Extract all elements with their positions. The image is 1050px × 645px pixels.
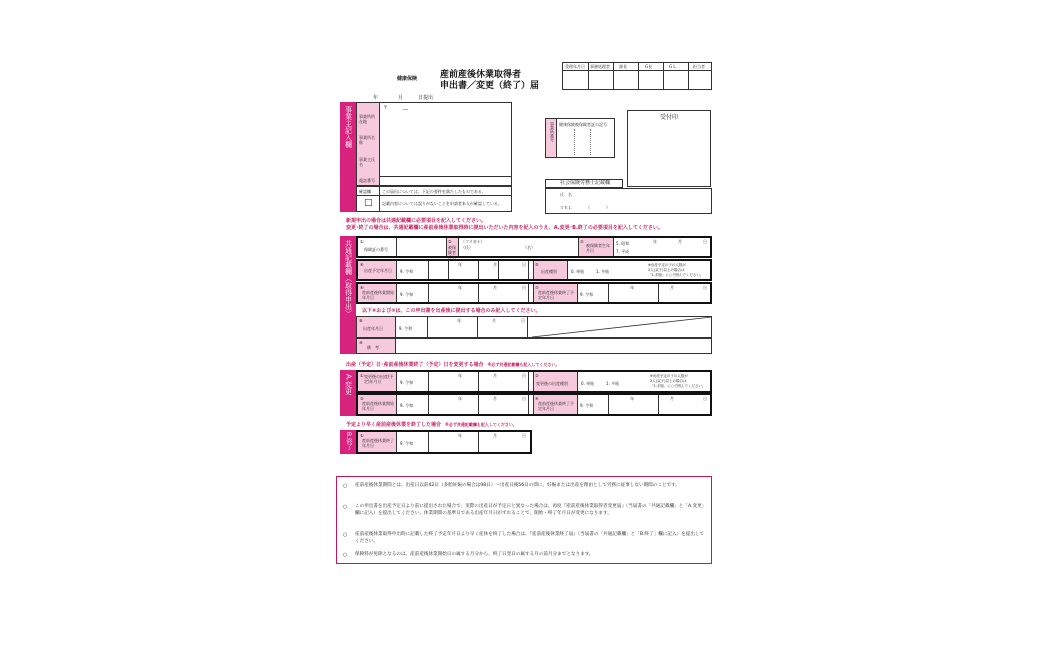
a-opt-single[interactable]: 0. 単胎	[581, 381, 595, 386]
a-new-due-era: 9. 令和	[400, 380, 414, 385]
sharoushi-name-label: 氏 名	[560, 192, 572, 197]
num-8: ⑧	[359, 318, 363, 323]
b-end-era: 9. 令和	[400, 441, 414, 446]
remarks-field[interactable]	[397, 340, 709, 352]
sec-a-row-2	[356, 393, 712, 416]
b1-d: 日	[522, 433, 526, 438]
a2-y: 年	[458, 396, 462, 401]
opt-multi[interactable]: 1. 多胎	[596, 269, 610, 274]
b-end-field[interactable]	[430, 435, 528, 450]
due-date-field[interactable]	[430, 264, 526, 277]
multi-note-3: 「1.多胎」に○で囲んでください。	[648, 273, 704, 277]
birth-d: 日	[703, 239, 707, 244]
sec-b-heading: 予定より早く産前産後休業を終了した場合 ※必ず共通記載欄も記入してください。	[346, 422, 517, 428]
kakunin-text-2: 記載内容については誤りがないことを申請者本人が確認している。	[382, 201, 502, 206]
bottom-note-2: この申出書を出産予定日より前に提出された場合で、実際の出産日が予定日と異なった場合は、再度『産前産後休業取得者変更届』（当届書の「共通記載欄」と「A.変更」欄に記入）を提出してください。休業期間の基準日である出産年月日がずれることで、開始・終了年月日が変更になります。	[355, 504, 704, 516]
note-line-2: 変更･終了の場合は、共通記載欄に産前産後休業取得時に提出いただいた内容を記入のうえ、A.変更･B.終了の必要項目を記入してください。	[346, 225, 663, 231]
kakunin-checkbox[interactable]: □	[364, 198, 373, 208]
a2-m: 月	[493, 396, 497, 401]
stamp-table	[562, 62, 712, 90]
common-row-2	[356, 259, 712, 281]
postal-mark: 〒	[383, 105, 389, 111]
le-y: 年	[630, 285, 634, 290]
leave-end-label: 産前産後休業終了予定年月日	[538, 290, 574, 300]
leave-end-field[interactable]	[610, 287, 706, 300]
a-new-due-field[interactable]	[430, 375, 526, 389]
employer-info-box	[356, 102, 512, 186]
num-4: ④	[360, 262, 364, 267]
bottom-notes-box	[336, 476, 712, 564]
sec-b-label: B.終了	[340, 430, 356, 454]
common-section-label: 共通記載欄（取得申出）	[340, 236, 356, 354]
bullet-2: ○	[343, 504, 348, 510]
a2-d: 日	[522, 396, 526, 401]
post-birth-note: 以下⑧および⑨は、この申出書を出産後に提出する場合のみ記入してください。	[362, 308, 541, 314]
form-title-line2: 申出書／変更（終了）届	[440, 81, 540, 91]
common-row-4	[356, 316, 712, 338]
kakunin-text-1: この届出については、下記の要件を満たしたものである。	[382, 189, 486, 194]
a2e-m: 月	[670, 396, 674, 401]
a-start-field[interactable]	[430, 398, 526, 412]
sec-a-row-1	[356, 370, 712, 393]
multi-note-2: 2人(双子)以上の場合は	[648, 268, 685, 272]
due-y: 年	[458, 262, 462, 267]
employer-section-label: 事業主記入欄	[340, 102, 356, 212]
ls-m: 月	[493, 285, 497, 290]
sec-a-label: A.変更	[340, 370, 356, 416]
date-day-label: 日提出	[418, 95, 434, 101]
stamp-col-4: G長	[645, 64, 653, 69]
mei-label: （名）	[523, 245, 535, 250]
leave-start-label: 産前産後休業開始年月日	[362, 290, 394, 300]
sharoushi-label-box	[545, 179, 623, 188]
sec-a-heading: 出産（予定）日･産前産後休業終了（予定）日を変更する場合 ※必ず共通記載欄も記入してください。	[346, 362, 560, 368]
bottom-note-1: 産前産後休業期間とは、出産日以前42日（多胎妊娠の場合は98日）～出産日後56日の間に、妊娠または出産を理由として労務に従事しない期間のことです。	[355, 483, 680, 488]
receipt-stamp-box	[627, 110, 711, 187]
b1-y: 年	[458, 433, 462, 438]
common-row-3	[356, 282, 712, 304]
leave-start-field[interactable]	[430, 287, 526, 300]
kenpo-label: 健康保険	[397, 76, 418, 82]
mei-field[interactable]	[532, 245, 576, 255]
name-label: 被保険者氏名	[448, 245, 456, 260]
kigou-label: 健康保険被保険者証の記号	[559, 122, 607, 127]
a-num-4: ④	[535, 396, 539, 401]
ls-y: 年	[458, 285, 462, 290]
a-num-1: ①	[360, 373, 364, 378]
bottom-note-4: 保険料が免除となるのは、産前産後休業開始日の属する月分から、終了日翌日の属する月の前月分までとなります。	[355, 552, 594, 557]
a1-m: 月	[493, 373, 497, 378]
a-opt-multi[interactable]: 1. 多胎	[606, 381, 620, 386]
diagonal-strike	[532, 317, 712, 337]
a-note-3: 「1.多胎」に○で囲んでください。	[650, 384, 706, 388]
kakunin-label: 確認欄	[359, 189, 371, 194]
sec-b-row-1	[356, 430, 532, 454]
sharoushi-tel-paren: （ ）	[586, 205, 610, 210]
hokensho-label: 保険証の番号	[364, 247, 388, 252]
a-num-3: ③	[360, 396, 364, 401]
a1-d: 日	[522, 373, 526, 378]
sei-label: （氏）	[461, 245, 473, 250]
common-row-1	[356, 236, 712, 258]
stamp-col-2: 事務処理者	[590, 64, 610, 69]
bd-d: 日	[521, 318, 525, 323]
a-end-era: 9. 令和	[580, 403, 594, 408]
bullet-1: ○	[343, 483, 348, 489]
num-5: ⑤	[535, 262, 539, 267]
form-title-line1: 産前産後休業取得者	[440, 70, 522, 80]
label-address: 事業所所在地	[359, 114, 375, 124]
num-1: ①	[360, 239, 364, 244]
sharoushi-box	[545, 188, 712, 214]
a1-y: 年	[458, 373, 462, 378]
office-number-label: 事業所番号	[550, 122, 555, 142]
num-7: ⑦	[535, 285, 539, 290]
ls-d: 日	[522, 285, 526, 290]
due-date-label: 出産予定年月日	[364, 268, 392, 273]
multi-note-1: ※出産予定の子の人数が	[648, 263, 686, 267]
note-line-1: 新規申出の場合は共通記載欄に必要項目を記入してください。	[346, 218, 487, 224]
birth-date-era: 9. 令和	[399, 326, 413, 331]
stamp-col-6: 担当者	[693, 64, 705, 69]
leave-end-era: 9. 令和	[580, 292, 594, 297]
a2e-d: 日	[703, 396, 707, 401]
kakunin-box	[356, 186, 512, 212]
common-row-5	[356, 338, 712, 354]
a-num-2: ②	[535, 373, 539, 378]
bullet-3: ○	[343, 532, 348, 538]
label-phone: 電話番号	[359, 178, 375, 183]
birth-date-field[interactable]	[640, 241, 706, 254]
bd-m: 月	[492, 318, 496, 323]
a-note-1: ※出産予定の子の人数が	[650, 374, 688, 378]
a-end-field[interactable]	[610, 398, 706, 412]
b-end-label: 産前産後休業終了年月日	[362, 438, 394, 448]
actual-birth-field[interactable]	[429, 320, 525, 335]
le-d: 日	[703, 285, 707, 290]
bullet-4: ○	[343, 552, 348, 558]
postal-dash: ―	[403, 107, 408, 113]
sharoushi-tel-label: ＴＥＬ	[560, 205, 572, 210]
a-note-2: 2人(双子)以上の場合は	[650, 379, 687, 383]
era-showa: 5. 昭和	[616, 241, 630, 246]
le-m: 月	[670, 285, 674, 290]
stamp-col-1: 受理年月日	[565, 64, 585, 69]
era-heisei: 7. 平成	[616, 249, 630, 254]
date-year-label: 年	[373, 95, 379, 101]
label-owner-name: 事業主氏名	[359, 157, 375, 167]
bottom-note-3: 産前産後休業取得申出時に記載した終了予定年月日より早く産休を終了した場合は、『産前産後休業終了届』（当届書の「共通記載欄」と「B.終了」欄に記入）を提出してください。	[355, 532, 705, 544]
phone-field[interactable]	[383, 177, 507, 185]
num-3: ③	[580, 239, 584, 244]
hokensho-field[interactable]	[398, 239, 444, 255]
receipt-label: 受付印	[660, 114, 679, 121]
a-new-due-label: 変更後の出産(予定)年月日	[364, 374, 394, 384]
a-start-era: 9. 令和	[400, 403, 414, 408]
date-month-label: 月	[398, 95, 404, 101]
sei-field[interactable]	[470, 245, 520, 255]
remarks-label: 備 考	[367, 345, 379, 350]
num-6: ⑥	[360, 285, 364, 290]
owner-name-field[interactable]	[383, 155, 507, 175]
furigana-label: （フリガナ）	[461, 239, 485, 244]
bd-y: 年	[457, 318, 461, 323]
b-num-1: ①	[360, 433, 364, 438]
office-name-field[interactable]	[383, 133, 507, 153]
birth-label: 被保険者生年月日	[586, 243, 610, 253]
num-9: ⑨	[359, 340, 363, 345]
due-date-era: 9. 令和	[400, 269, 414, 274]
a-end-label: 産前産後休業終了予定年月日	[538, 401, 574, 411]
birth-date-label: 出産年月日	[363, 326, 383, 331]
label-office-name: 事業所名称	[359, 135, 375, 145]
opt-single[interactable]: 0. 単胎	[571, 269, 585, 274]
a-start-label: 産前産後休業開始年月日	[362, 401, 394, 411]
leave-start-era: 9. 令和	[400, 292, 414, 297]
num-2: ②	[448, 239, 452, 244]
due-m: 月	[493, 262, 497, 267]
stamp-col-5: G L	[669, 64, 676, 69]
birth-m: 月	[678, 239, 682, 244]
address-field[interactable]	[383, 111, 507, 133]
due-d: 日	[522, 262, 526, 267]
birth-y: 年	[653, 239, 657, 244]
sharoushi-label: 社会保険労務士記載欄	[560, 180, 611, 186]
stamp-col-3: 課長	[619, 64, 627, 69]
b1-m: 月	[493, 433, 497, 438]
office-code-box	[545, 118, 615, 158]
a-new-type-label: 変更後の出産種別	[536, 381, 568, 386]
birth-type-label: 出産種別	[541, 269, 557, 274]
a2e-y: 年	[630, 396, 634, 401]
